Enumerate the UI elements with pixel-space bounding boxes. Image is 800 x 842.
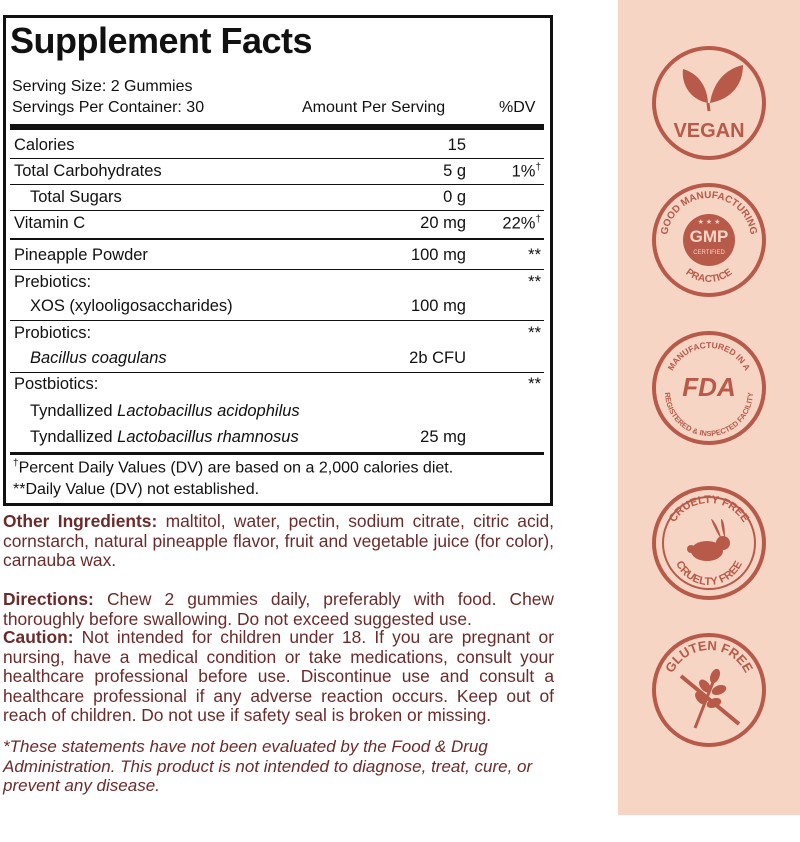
serving-size: Serving Size: 2 Gummies	[12, 78, 193, 95]
fda-bottom-text: REGISTERED & INSPECTED FACILITY	[662, 391, 756, 439]
footnote-daily-value: **Daily Value (DV) not established.	[13, 481, 260, 498]
fda-disclaimer: *These statements have not been evaluated by the Food & Drug Administration. This product is not intended to diagnose, treat, cure, or prevent any disease.	[3, 737, 533, 795]
facts-title: Supplement Facts	[10, 20, 313, 61]
stars-icon: ★ ★ ★	[697, 219, 721, 226]
fda-logo-icon: FDA	[682, 372, 736, 402]
divider	[10, 372, 544, 373]
divider	[10, 269, 544, 270]
gluten-top-text: GLUTEN FREE	[661, 637, 757, 676]
dv-header: %DV	[499, 99, 536, 116]
directions: Directions: Chew 2 gummies daily, preferably with food. Chew thoroughly before swallowing. Do not exceed suggested use.	[3, 589, 554, 629]
gmp-badge	[651, 182, 767, 298]
other-ingredients: Other Ingredients: maltitol, water, pectin, sodium citrate, citric acid, cornstarch, natural pineapple flavor, fruit and vegetable juice (for color), carnauba wax.	[3, 511, 555, 570]
cruelty-top-text: CRUELTY FREE	[666, 493, 752, 525]
vegan-label: VEGAN	[673, 120, 745, 142]
footnote-dv: †Percent Daily Values (DV) are based on a 2,000 calories diet.	[13, 458, 454, 477]
thick-rule	[10, 124, 544, 130]
gluten-free-badge	[651, 632, 767, 748]
gmp-label: GMP	[689, 227, 729, 246]
gmp-certified: CERTIFIED	[693, 250, 725, 256]
amount-header: Amount Per Serving	[302, 99, 446, 116]
gmp-bottom-text: PRACTICE	[683, 266, 735, 286]
medium-rule	[10, 238, 544, 240]
divider	[10, 210, 544, 211]
divider	[10, 184, 544, 185]
fda-top-text: MANUFACTURED IN A	[665, 339, 753, 373]
divider	[10, 158, 544, 159]
servings-per-container: Servings Per Container: 30	[12, 99, 205, 116]
gmp-top-text: GOOD MANUFACTURING	[659, 189, 759, 236]
cruelty-free-badge	[651, 485, 767, 601]
divider	[10, 320, 544, 321]
vegan-badge	[651, 45, 767, 161]
footer-rule	[10, 452, 544, 455]
caution: Caution: Not intended for children under 18. If you are pregnant or nursing, have a medical condition or take medications, consult your healthcare professional before use. Discontinue use and consult a healthcare professional if any adverse reaction occurs. Keep out of reach of children. Do not use if safety seal is broken or missing.	[3, 627, 554, 725]
cruelty-bottom-text: CRUELTY FREE	[673, 558, 745, 589]
fda-badge	[651, 330, 767, 446]
